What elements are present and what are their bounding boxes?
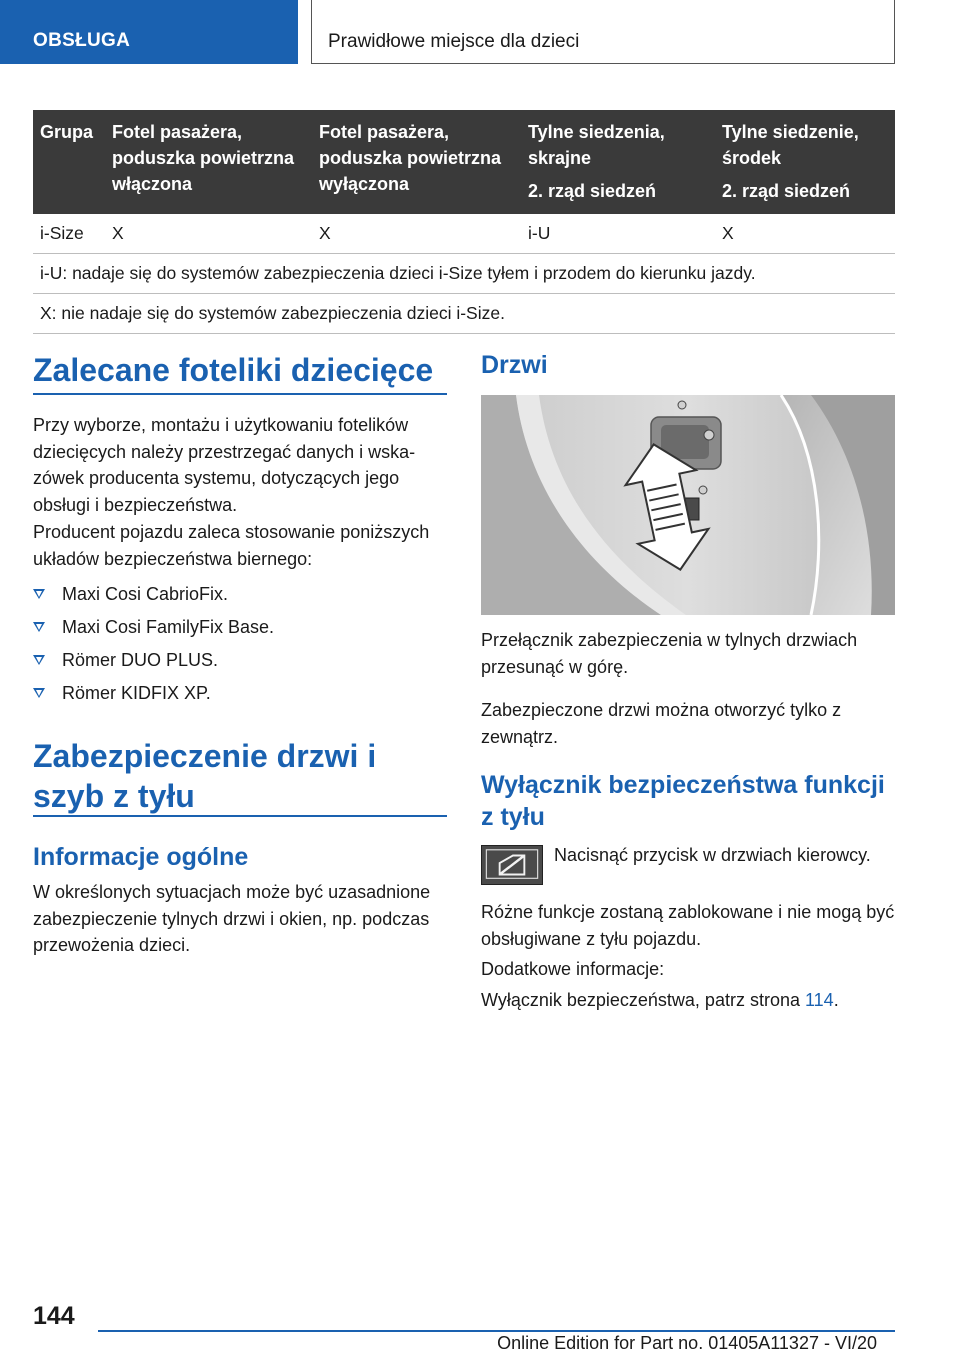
subheading-general-info: Informacje ogólne [33,843,249,871]
table-header-cell: Tylne siedzenia, skrajne 2. rząd siedzeń [521,110,715,214]
table-header-row [33,110,895,214]
section-tab [0,0,298,64]
recommended-seats-list [33,578,274,710]
table-row [33,214,895,254]
heading-rule [33,815,447,817]
table-cell: i-U [521,214,715,254]
table-note: X: nie nadaje się do systemów zabezpieczenia dzieci i-Size. [33,294,895,334]
triangle-bullet-icon [33,589,45,599]
section-label: OBSŁUGA [33,30,131,51]
table-header-cell: Fotel pasażera, poduszka powietrzna włączona [105,110,312,214]
child-seat-table [33,110,895,334]
window-lock-icon [481,845,543,885]
table-cell: X [105,214,312,254]
triangle-bullet-icon [33,655,45,665]
paragraph: Przy wyborze, montażu i użytkowaniu fotelików dziecięcych należy przestrzegać danych i wskazówek producenta systemu, dotyczących jego obsługi i bezpieczeństwa. [33,415,416,515]
heading-doors: Drzwi [481,351,548,379]
paragraph: Producent pojazdu zaleca stosowanie poniższych układów bezpieczeństwa biernego: [33,522,430,569]
list-item: Maxi Cosi CabrioFix. [33,578,274,611]
table-note: i-U: nadaje się do systemów zabezpieczenia dzieci i-Size tyłem i przodem do kierunku jazdy. [33,254,895,294]
table-cell: X [312,214,521,254]
door-child-lock-image [481,395,895,615]
heading-child-seats: Zalecane foteliki dziecięce [33,352,434,388]
page-header [311,0,895,64]
list-item: Maxi Cosi FamilyFix Base. [33,611,274,644]
paragraph: Dodatkowe informacje: [481,959,665,979]
footer-edition: Online Edition for Part no. 01405A11327 - VI/20 [497,1333,877,1353]
table-note-row [33,294,895,334]
table-header-cell: Tylne siedzenie, środek 2. rząd siedzeń [715,110,895,214]
list-item: Römer DUO PLUS. [33,644,274,677]
list-item: Römer KIDFIX XP. [33,677,274,710]
triangle-bullet-icon [33,688,45,698]
paragraph: Różne funkcje zostaną zablokowane i nie mogą być obsługiwane z tyłu pojazdu. [481,902,895,949]
heading-door-lock: Zabezpieczenie drzwi i szyb z tyłu [33,738,377,814]
page-header-title: Prawidłowe miejsce dla dzieci [328,31,580,52]
heading-rule [33,393,447,395]
page-number: 144 [33,1302,75,1330]
reference-line: Wyłącznik bezpieczeństwa, patrz strona 114. [481,990,839,1010]
heading-safety-switch: Wyłącznik bezpieczeństwa funkcji z tyłu [481,771,885,831]
table-note-row [33,254,895,294]
table-cell: X [715,214,895,254]
page-reference-link[interactable]: 114 [805,990,834,1010]
table-cell: i-Size [33,214,105,254]
table-header-cell: Grupa [33,110,105,214]
paragraph: W określonych sytuacjach może być uzasadnione zabezpieczenie tylnych drzwi i okien, np. podczas przewożenia dzieci. [33,882,431,955]
triangle-bullet-icon [33,622,45,632]
footer-rule [98,1330,895,1332]
paragraph: Nacisnąć przycisk w drzwiach kierowcy. [554,845,871,865]
paragraph: Przełącznik zabezpieczenia w tylnych drzwiach przesunąć w górę. [481,630,858,677]
table-header-cell: Fotel pasażera, poduszka powietrzna wyłączona [312,110,521,214]
paragraph: Zabezpieczone drzwi można otworzyć tylko z zewnątrz. [481,700,842,747]
